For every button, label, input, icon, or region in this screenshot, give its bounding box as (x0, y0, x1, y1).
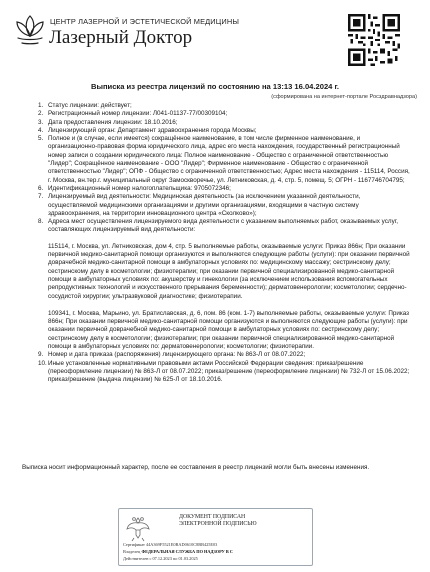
qr-code-icon (348, 14, 400, 66)
list-item: 10. Иные установленные нормативными правовыми актами Российской Федерации сведения: приказ/решение (переоформление лицензии) № 863-Л от 08.07.2022; приказ/решение (переоформление лицензии) № 732-Л от 15.06.2022; приказ/решение (выдача лицензии) № 625-Л от 18.10.2016. (38, 359, 410, 384)
list-item: 5. Полное и (в случае, если имеется) сокращённое наименование, в том числе фирменное наименование, и организационно-правовая форма юридического лица, адрес его места нахождения, государственный регистрационный номер записи о создании юридического лица: Полное наименование - Общество с ограниченной ответственностью "Лидер"; Сокращённое наименование - ООО "Лидер"; Фирменное наименование - Общество с ограниченной ответственностью "Лидер"; ОПФ - Общество с ограниченной ответственностью; Адрес места нахождения - 115114, Россия, г. Москва, вн.тер.г. муниципальный округ Замоскворечье, ул. Летниковская, д. 4, стр. 5, помещ. 5; ОГРН - 1167746704795; (38, 135, 410, 184)
list-item: 1. Статус лицензии: действует; (38, 102, 132, 109)
document-subtitle: (сформирована на интернет-портале Росздравнадзора) (271, 94, 417, 100)
validity-line: Действителен с 07.12.2023 по 01.03.2025 (123, 556, 198, 561)
list-item: 7. Лицензируемый вид деятельности: Медицинская деятельность (за исключением указанной деятельности, осуществляемой медицинскими организациями и другими организациями, входящими в частную систему здравоохранения, на территории инновационного центра «Сколково»); (38, 193, 361, 217)
disclaimer-note: Выписка носит информационный характер, после ее составления в реестр лицензий могли быть внесены изменения. (22, 464, 370, 471)
owner-line: Владелец ФЕДЕРАЛЬНАЯ СЛУЖБА ПО НАДЗОРУ В С (123, 549, 233, 554)
document-title: Выписка из реестра лицензий по состоянию на 13:13 16.04.2024 г. (90, 82, 340, 91)
signature-heading: ДОКУМЕНТ ПОДПИСАН (179, 514, 246, 520)
license-details (0, 102, 430, 385)
list-item: 4. Лицензирующий орган: Департамент здравоохранения города Москвы; (38, 126, 257, 134)
certificate-line: Сертификат 44A369F5521E0BAD0610C8BB425E03 (123, 542, 218, 547)
list-item: 8. Адреса мест осуществления лицензируемого вида деятельности с указанием выполняемых работ, оказываемых услуг, составляющих лицензируемый вид деятельности: (38, 218, 398, 234)
activity-address: 109341, г. Москва, Марьино, ул. Братиславская, д. 6, пом. 86 (ком. 1-7) выполняемые работы, оказываемые услуги: Приказ 866н; При оказании первичной медико-санитарной помощи организуются и выполняются следующие работы (услуги): при оказании первичной доврачебной медико-санитарной помощи в амбулаторных условиях по: сестринскому делу; сестринскому делу в косметологии; физиотерапии; при оказании первичной специализированной медико-санитарной помощи в амбулаторных условиях по: дерматовенерологии; косметологии; физиотерапии. (48, 309, 410, 351)
activity-address: 115114, г. Москва, ул. Летниковская, дом 4, стр. 5 выполняемые работы, оказываемые услуги: Приказ 866н; При оказании первичной медико-санитарной помощи организуются и выполняются следующие работы (услуги): при оказании первичной доврачебной медико-санитарной помощи в амбулаторных условиях по: медицинскому массажу; сестринскому делу; сестринскому делу в косметологии; физиотерапии; при оказании первичной специализированной медико-санитарной помощи в амбулаторных условиях по: акушерству и гинекологии (за исключением использования вспомогательных репродуктивных технологий и искусственного прерывания беременности); дерматовенерологии; косметологии; сердечно-сосудистой хирургии; ультразвуковой диагностике; физиотерапии. (48, 242, 410, 300)
electronic-signature-stamp (118, 508, 313, 566)
list-item: 6. Идентификационный номер налогоплательщика: 9705072346; (38, 184, 231, 192)
page-header (14, 14, 416, 58)
signature-heading: ЭЛЕКТРОННОЙ ПОДПИСЬЮ (179, 521, 257, 527)
org-subtitle: ЦЕНТР ЛАЗЕРНОЙ И ЭСТЕТИЧЕСКОЙ МЕДИЦИНЫ (50, 17, 240, 26)
list-item: 2. Регистрационный номер лицензии: Л041-01137-77/00309104; (38, 110, 228, 118)
list-item: 9. Номер и дата приказа (распоряжения) лицензирующего органа: № 863-Л от 08.07.2022; (38, 351, 306, 359)
coat-of-arms-icon (125, 514, 151, 542)
org-name: Лазерный Доктор (49, 27, 193, 48)
list-item: 3. Дата предоставления лицензии: 18.10.2016; (38, 118, 178, 126)
lotus-logo-icon (14, 14, 54, 58)
